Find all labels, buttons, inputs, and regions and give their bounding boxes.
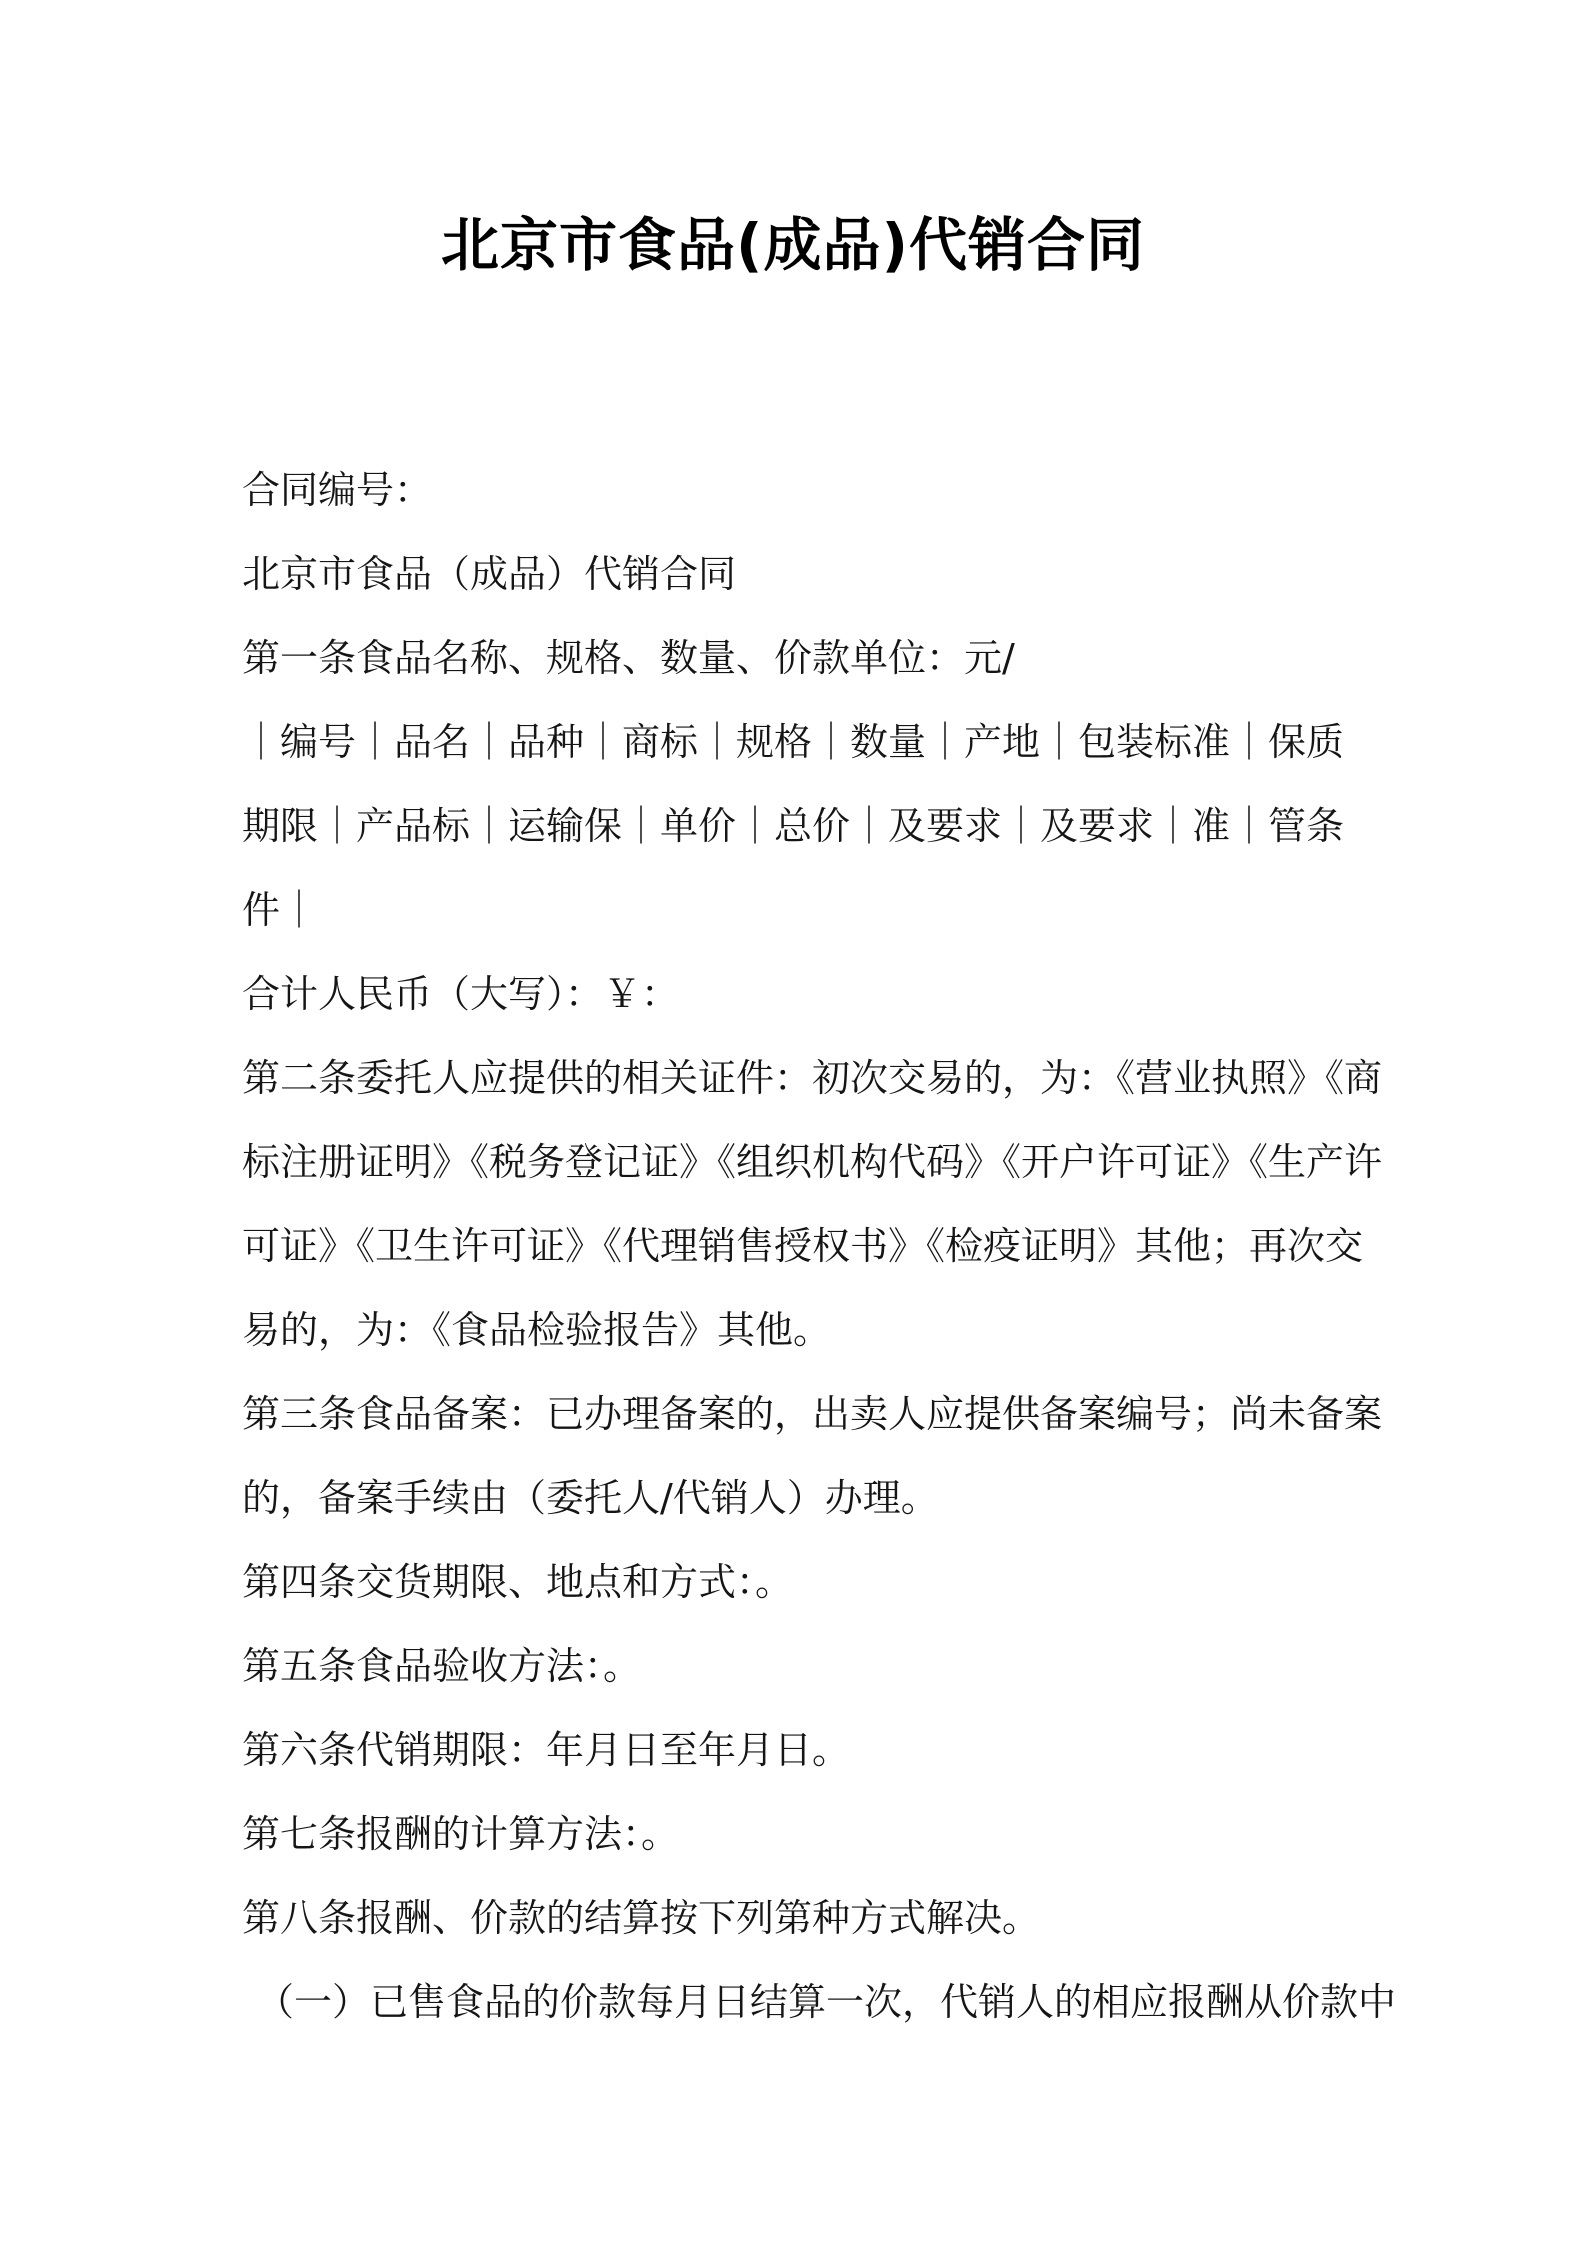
article-8: 第八条报酬、价款的结算按下列第种方式解决。 <box>242 1896 1041 1940</box>
article-2-line-1: 第二条委托人应提供的相关证件：初次交易的，为：《营业执照》《商 <box>242 1056 1383 1100</box>
article-3-line-1: 第三条食品备案：已办理备案的，出卖人应提供备案编号；尚未备案 <box>242 1392 1383 1436</box>
article-4: 第四条交货期限、地点和方式：。 <box>242 1560 794 1604</box>
document-body <box>242 448 1397 2044</box>
article-6: 第六条代销期限：年月日至年月日。 <box>242 1728 851 1772</box>
document-title: 北京市食品(成品)代销合同 <box>440 211 1146 279</box>
article-8-item-1: （一）已售食品的价款每月日结算一次，代销人的相应报酬从价款中 <box>256 1980 1397 2024</box>
article-2-line-2: 标注册证明》《税务登记证》《组织机构代码》《开户许可证》《生产许 <box>242 1140 1383 1184</box>
article-2-line-3: 可证》《卫生许可证》《代理销售授权书》《检疫证明》其他；再次交 <box>242 1224 1364 1268</box>
article-1-heading: 第一条食品名称、规格、数量、价款单位：元/ <box>242 636 1015 680</box>
article-1-table-row-2: 期限｜产品标｜运输保｜单价｜总价｜及要求｜及要求｜准｜管条 <box>242 804 1345 848</box>
article-1-table-row-1: ｜编号｜品名｜品种｜商标｜规格｜数量｜产地｜包装标准｜保质 <box>242 720 1345 764</box>
article-2-line-4: 易的，为：《食品检验报告》其他。 <box>242 1308 832 1352</box>
article-7: 第七条报酬的计算方法：。 <box>242 1812 680 1856</box>
contract-name-line: 北京市食品（成品）代销合同 <box>242 552 737 596</box>
article-5: 第五条食品验收方法：。 <box>242 1644 642 1688</box>
article-3-line-2: 的，备案手续由（委托人/代销人）办理。 <box>242 1476 939 1520</box>
contract-number-line: 合同编号： <box>242 468 433 512</box>
total-amount-line: 合计人民币（大写）：￥： <box>242 972 680 1016</box>
article-1-table-row-3: 件｜ <box>242 888 319 932</box>
